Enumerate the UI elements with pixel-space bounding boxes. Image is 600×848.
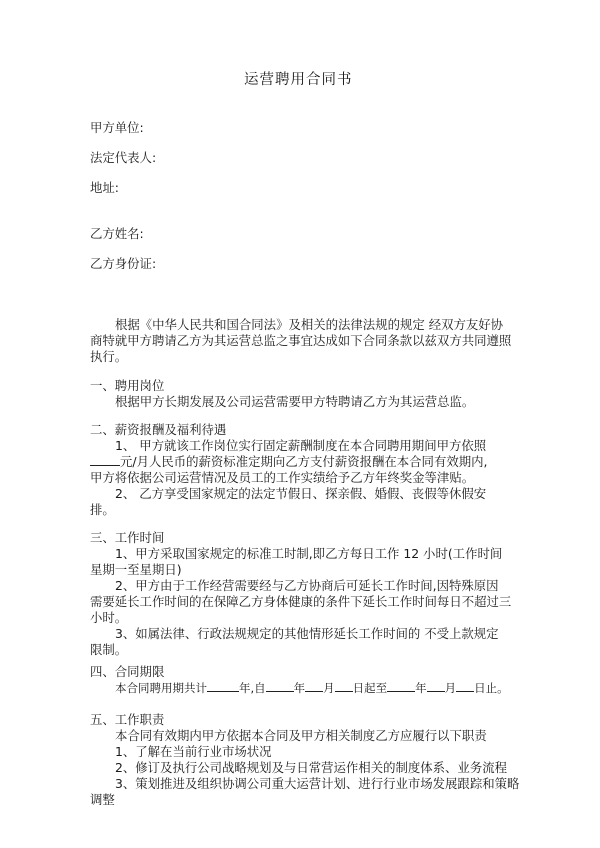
end-day-blank	[456, 680, 474, 692]
document-title: 运营聘用合同书	[244, 72, 353, 88]
section-1-heading: 一、聘用岗位	[90, 378, 165, 393]
party-b-id-label: 乙方身份证:	[90, 256, 157, 271]
preamble-line-3: 执行。	[90, 349, 128, 364]
term-seg-6: 年	[415, 681, 427, 695]
section-4-heading: 四、合同期限	[90, 664, 165, 679]
term-seg-5: 日起至	[352, 681, 388, 695]
party-a-rep-label: 法定代表人:	[90, 150, 157, 165]
term-seg-4: 月	[323, 681, 335, 695]
start-month-blank	[305, 680, 323, 692]
term-years-blank	[207, 680, 239, 692]
term-sentence	[115, 680, 509, 696]
start-day-blank	[335, 680, 353, 692]
term-seg-8: 日止。	[474, 681, 509, 695]
section-3-p1-line-1: 1、甲方采取国家规定的标准工时制,即乙方每日工作 12 小时(工作时间	[115, 546, 503, 561]
preamble-line-1: 根据《中华人民共和国合同法》及相关的法律法规的规定 经双方友好协	[115, 317, 504, 332]
section-5-item-3-line-2: 调整	[90, 792, 115, 807]
preamble-line-2: 商特就甲方聘请乙方为其运营总监之事宜达成如下合同条款以兹双方共同遵照	[90, 333, 512, 348]
section-3-p1-line-2: 星期一至星期日)	[90, 562, 182, 577]
section-1-line-1: 根据甲方长期发展及公司运营需要甲方特聘请乙方为其运营总监。	[115, 394, 475, 409]
term-seg-3: 年	[293, 681, 306, 695]
section-2-p1-line-2	[90, 454, 487, 470]
term-seg-7: 月	[444, 681, 457, 695]
salary-blank	[90, 454, 120, 466]
end-year-blank	[387, 680, 415, 692]
section-5-item-3-line-1: 3、策划推进及组织协调公司重大运营计划、进行行业市场发展跟踪和策略	[115, 776, 520, 791]
section-2-p1-line-3: 甲方将依据公司运营情况及员工的工作实绩给予乙方年终奖金等津贴。	[90, 470, 475, 485]
term-seg-1: 本合同聘用期共计	[115, 681, 207, 695]
section-2-p2-line-1: 2、 乙方享受国家规定的法定节假日、探亲假、婚假、丧假等休假安	[115, 486, 487, 501]
section-5-item-1: 1、了解在当前行业市场状况	[115, 744, 272, 759]
term-seg-2: 年,自	[239, 681, 266, 695]
section-2-heading: 二、薪资报酬及福利待遇	[90, 422, 227, 437]
section-5-intro: 本合同有效期内甲方依据本合同及甲方相关制度乙方应履行以下职责	[115, 728, 487, 743]
section-3-p2-line-3: 小时。	[90, 610, 128, 625]
party-a-address-label: 地址:	[90, 180, 119, 195]
section-3-heading: 三、工作时间	[90, 530, 165, 545]
section-3-p2-line-2: 需要延长工作时间的在保障乙方身体健康的条件下延长工作时间每日不超过三	[90, 594, 512, 609]
section-3-p2-line-1: 2、甲方由于工作经营需要经与乙方协商后可延长工作时间,因特殊原因	[115, 578, 499, 593]
section-3-p3-line-2: 限制。	[90, 642, 128, 657]
party-a-unit-label: 甲方单位:	[90, 120, 144, 135]
start-year-blank	[266, 680, 294, 692]
section-5-item-2: 2、修订及执行公司战略规划及与日常营运作相关的制度体系、业务流程	[115, 760, 507, 775]
section-2-p1-line-2-text: 元/月人民币的薪资标准定期向乙方支付薪资报酬在本合同有效期内,	[120, 454, 488, 469]
section-2-p2-line-2: 排。	[90, 502, 115, 517]
section-2-p1-line-1: 1、 甲方就该工作岗位实行固定薪酬制度在本合同聘用期间甲方依照	[115, 438, 487, 453]
section-3-p3-line-1: 3、如属法律、行政法规规定的其他情形延长工作时间的 不受上款规定	[115, 626, 499, 641]
section-5-heading: 五、工作职责	[90, 712, 165, 727]
end-month-blank	[427, 680, 445, 692]
party-b-name-label: 乙方姓名:	[90, 226, 144, 241]
